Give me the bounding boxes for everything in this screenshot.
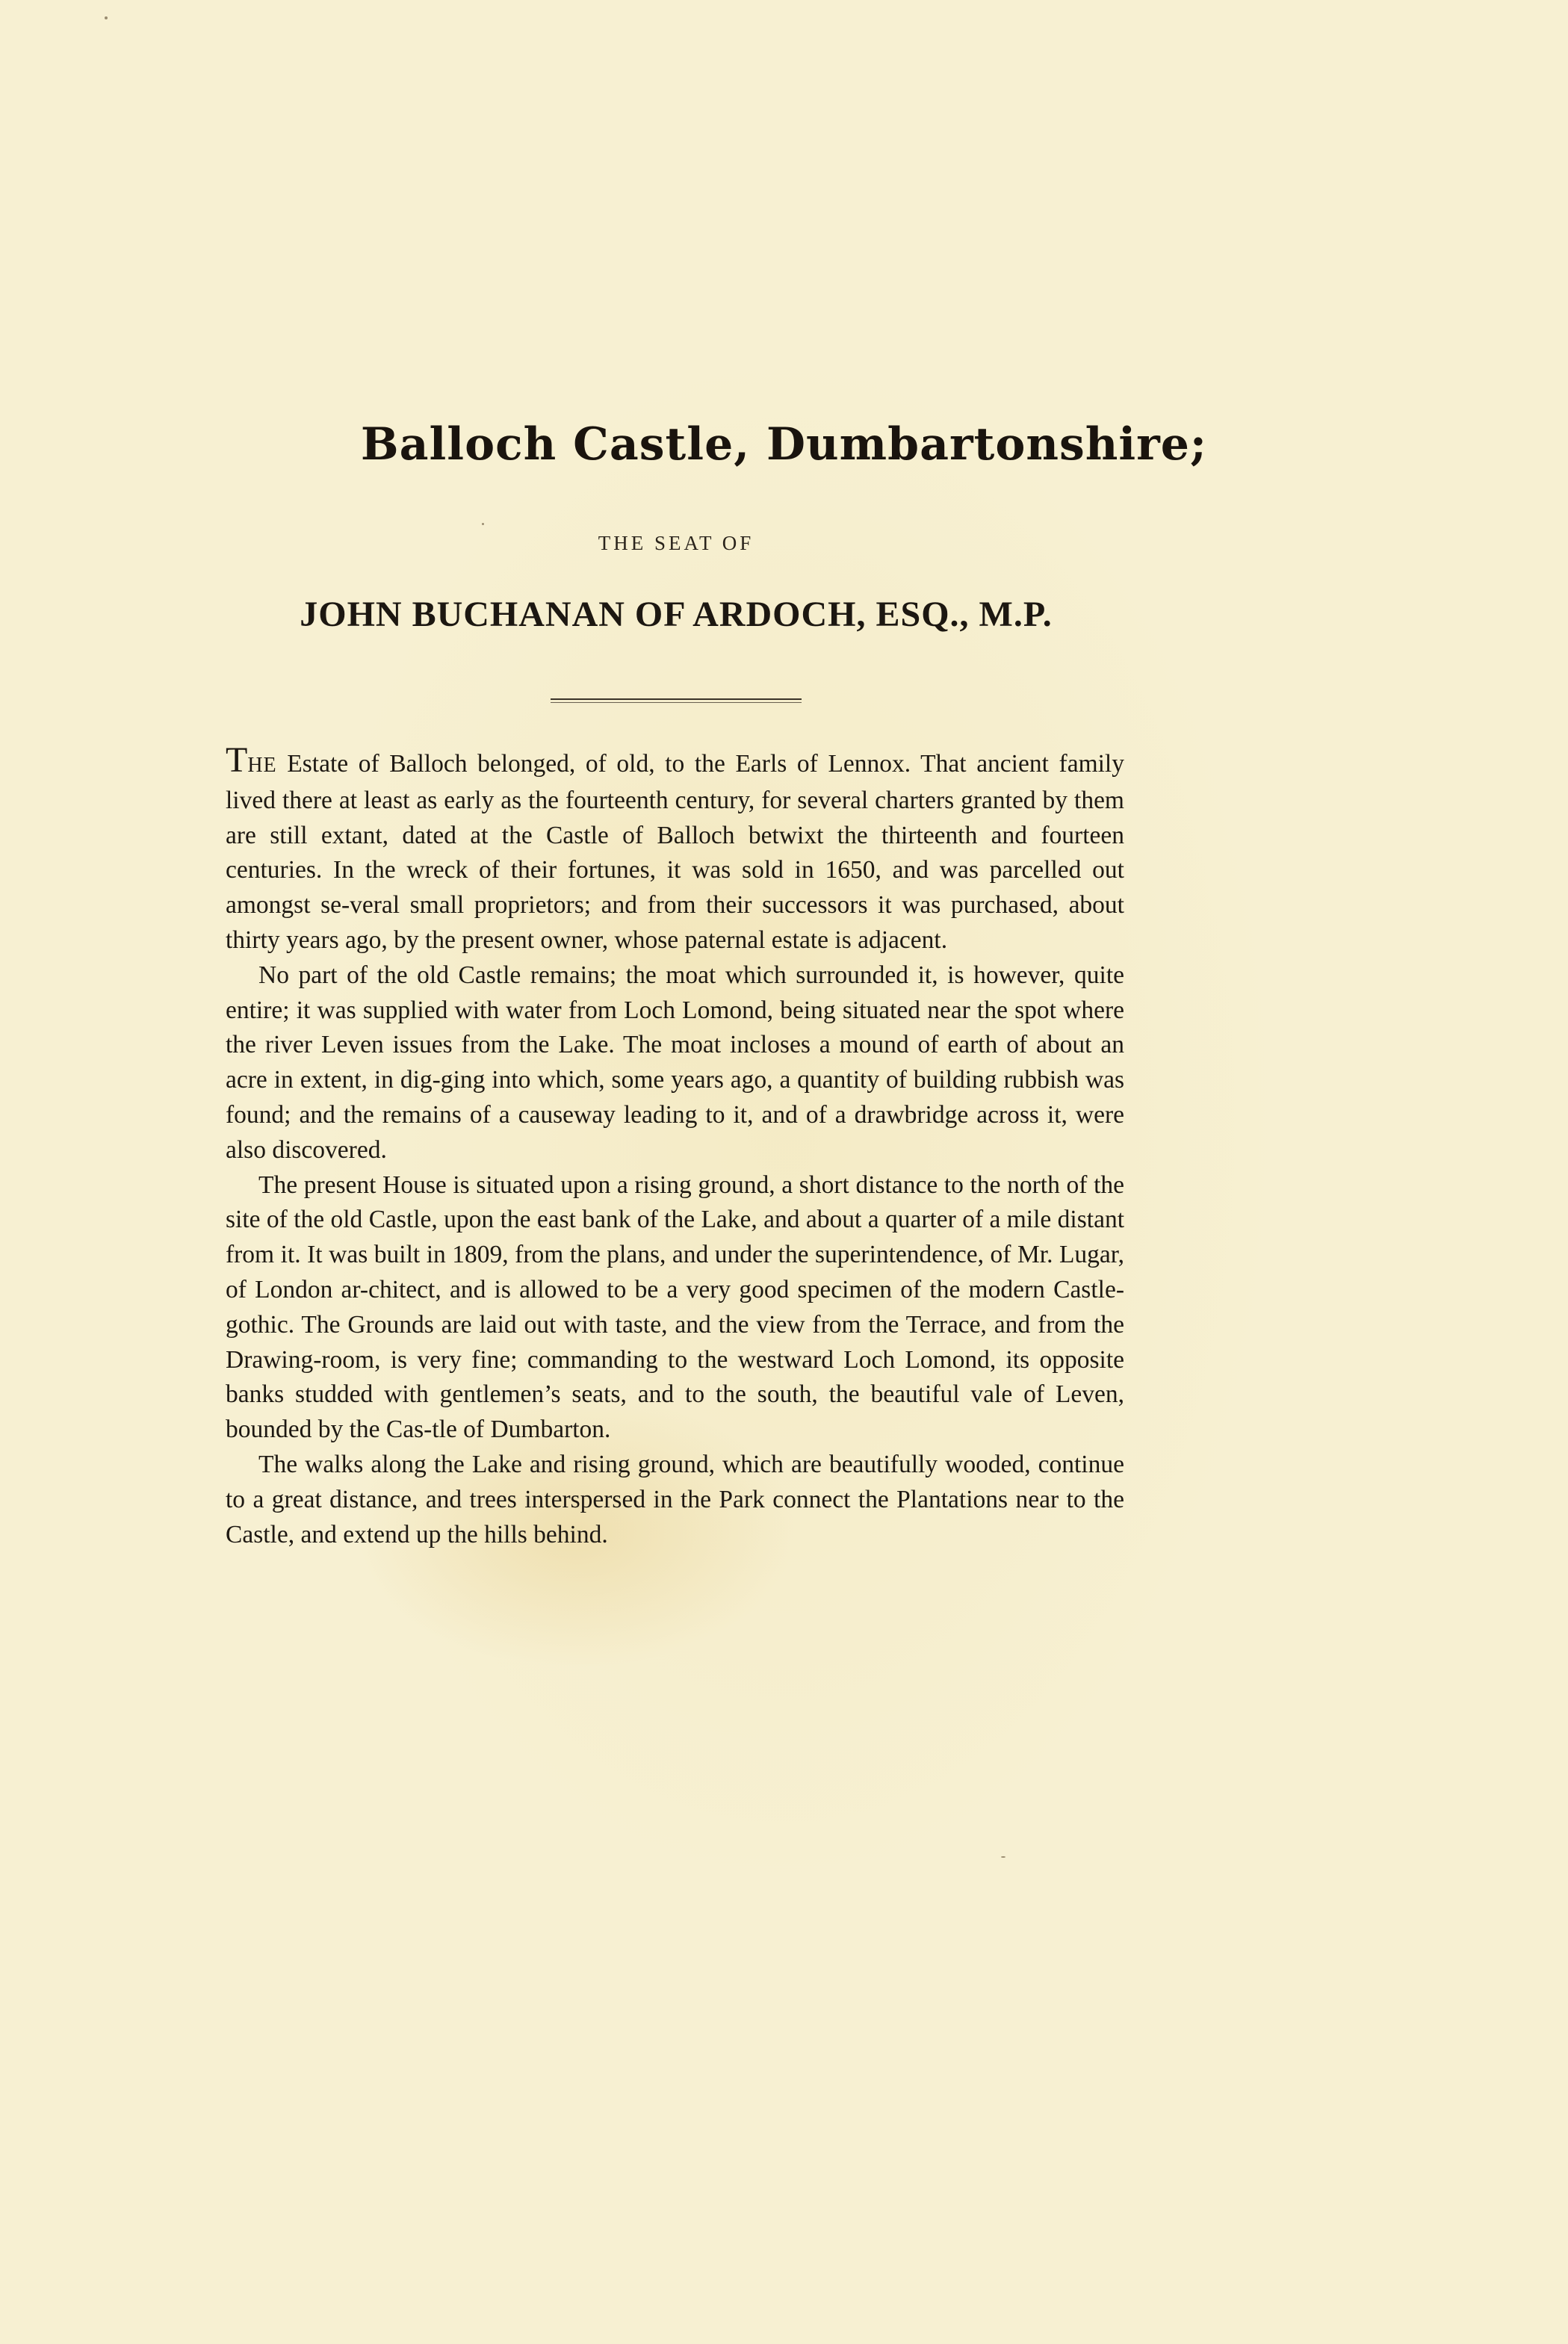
subheading: THE SEAT OF	[598, 532, 754, 554]
paragraph-1-text: Estate of Balloch belonged, of old, to the Earls of Lennox. That ancient family lived there at least as early as the fourteenth century, for several charters granted by them are still extant, dated at the Castle of Balloch betwixt the thirteenth and fourteen centuries. In the wreck of their fortunes, it was sold in 1650, and was parcelled out amongst se-veral small proprietors; and from their successors it was purchased, about thirty years ago, by the present owner, whose paternal estate is adjacent.	[226, 750, 1124, 954]
paragraph-4: The walks along the Lake and rising ground, which are beautifully wooded, continue to a great distance, and trees interspersed in the Park connect the Plantations near to the Castle, and extend up the hills behind.	[226, 1450, 1124, 1548]
drop-cap: T	[226, 740, 248, 780]
paper-speck	[105, 16, 108, 19]
paragraph-3: The present House is situated upon a rising ground, a short distance to the north of the site of the old Castle, upon the east bank of the Lake, and about a quarter of a mile distant from it. It was built in 1809, from the plans, and under the superintendence, of Mr. Lugar, of London ar-chitect, and is allowed to be a very good specimen of the modern Castle-gothic. The Grounds are laid out with taste, and the view from the Terrace, and from the Drawing-room, is very fine; commanding to the westward Loch Lomond, its opposite banks studded with gentlemen’s seats, and to the south, the beautiful vale of Leven, bounded by the Cas-tle of Dumbarton.	[226, 1171, 1124, 1444]
paper-speck	[482, 523, 484, 525]
paragraph-2: No part of the old Castle remains; the moat which surrounded it, is however, quite entire; it was supplied with water from Loch Lomond, being situated near the spot where the river Leven issues from the Lake. The moat incloses a mound of earth of about an acre in extent, in dig-ging into which, some years ago, a quantity of building rubbish was found; and the remains of a causeway leading to it, and of a drawbridge across it, were also discovered.	[226, 961, 1124, 1164]
page-title: Balloch Castle, Dumbartonshire;	[360, 418, 1208, 471]
body-text	[226, 740, 1124, 1552]
paragraph-1	[226, 740, 1124, 958]
divider-rule	[551, 698, 802, 700]
small-caps-lead: HE	[247, 754, 277, 777]
paper-speck	[1001, 1856, 1005, 1858]
owner-name: JOHN BUCHANAN OF ARDOCH, ESQ., M.P.	[300, 595, 1053, 634]
